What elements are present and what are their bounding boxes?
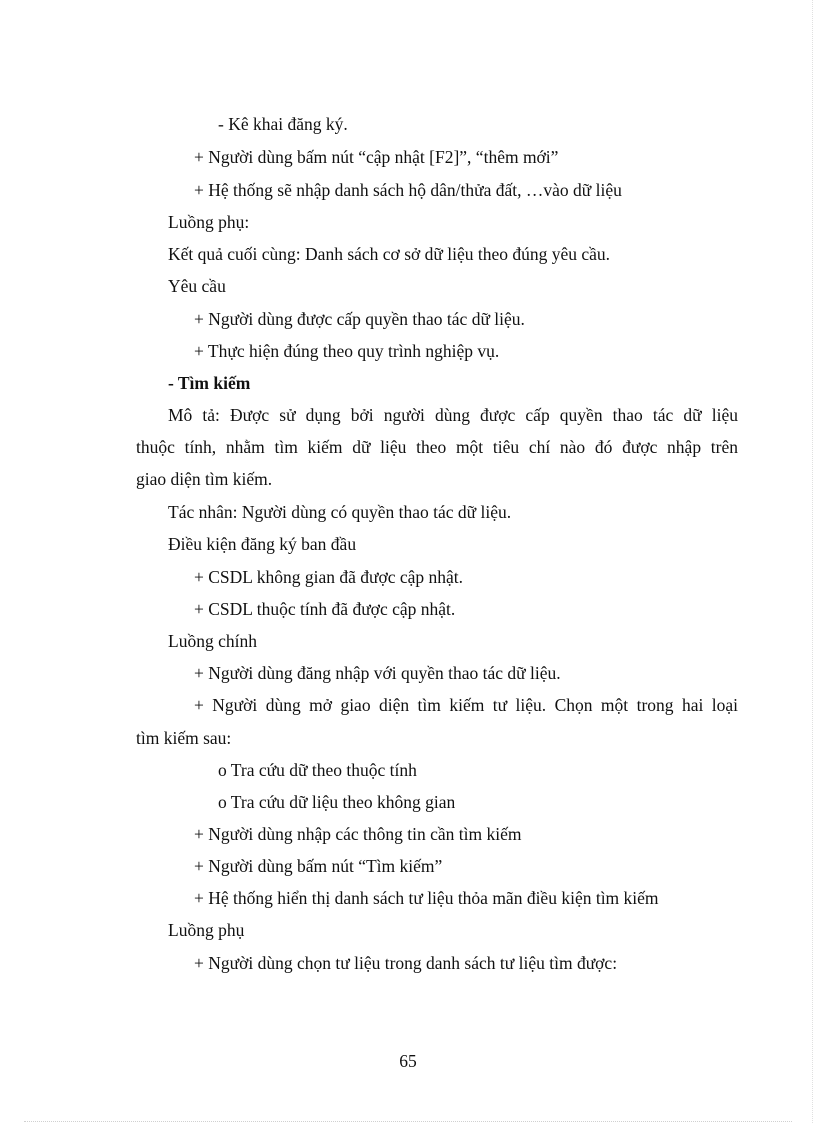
text-line: + Người dùng đăng nhập với quyền thao tác dữ liệu. — [194, 663, 561, 683]
text-line: + Hệ thống sẽ nhập danh sách hộ dân/thửa đất, …vào dữ liệu — [194, 180, 622, 200]
text-line: + Người dùng được cấp quyền thao tác dữ liệu. — [194, 309, 525, 329]
text-line: + Người dùng nhập các thông tin cần tìm kiếm — [194, 824, 522, 844]
text-line: + Người dùng bấm nút “cập nhật [F2]”, “thêm mới” — [194, 147, 559, 167]
text-line: Điều kiện đăng ký ban đầu — [168, 534, 357, 554]
text-line: + CSDL thuộc tính đã được cập nhật. — [194, 599, 456, 619]
section-heading: - Tìm kiếm — [168, 373, 251, 393]
text-line: - Kê khai đăng ký. — [218, 114, 348, 134]
text-line: Tác nhân: Người dùng có quyền thao tác dữ liệu. — [168, 502, 512, 522]
text-line: Luồng phụ — [168, 920, 245, 940]
text-line: + Thực hiện đúng theo quy trình nghiệp vụ. — [194, 341, 500, 361]
text-line: + Hệ thống hiển thị danh sách tư liệu thỏa mãn điều kiện tìm kiếm — [194, 888, 659, 908]
text-line: + Người dùng chọn tư liệu trong danh sách tư liệu tìm được: — [194, 953, 618, 973]
text-line: Luồng chính — [168, 631, 257, 651]
text-line: o Tra cứu dữ theo thuộc tính — [218, 760, 417, 780]
text-line: + Người dùng mở giao diện tìm kiếm tư liệu. Chọn một trong hai loại — [194, 695, 738, 715]
page-border-bottom — [24, 1121, 792, 1122]
text-line: Luồng phụ: — [168, 212, 250, 232]
page-border-right — [812, 0, 813, 1123]
text-line: o Tra cứu dữ liệu theo không gian — [218, 792, 456, 812]
text-line: + CSDL không gian đã được cập nhật. — [194, 567, 464, 587]
text-line: thuộc tính, nhằm tìm kiếm dữ liệu theo một tiêu chí nào đó được nhập trên — [136, 437, 738, 457]
text-line: Yêu cầu — [168, 276, 226, 296]
text-line: + Người dùng bấm nút “Tìm kiếm” — [194, 856, 443, 876]
text-line: Mô tả: Được sử dụng bởi người dùng được cấp quyền thao tác dữ liệu — [168, 405, 738, 425]
text-line: giao diện tìm kiếm. — [136, 469, 273, 489]
page-number: 65 — [399, 1051, 417, 1071]
text-line: tìm kiếm sau: — [136, 728, 232, 748]
text-line: Kết quả cuối cùng: Danh sách cơ sở dữ liệu theo đúng yêu cầu. — [168, 244, 611, 264]
